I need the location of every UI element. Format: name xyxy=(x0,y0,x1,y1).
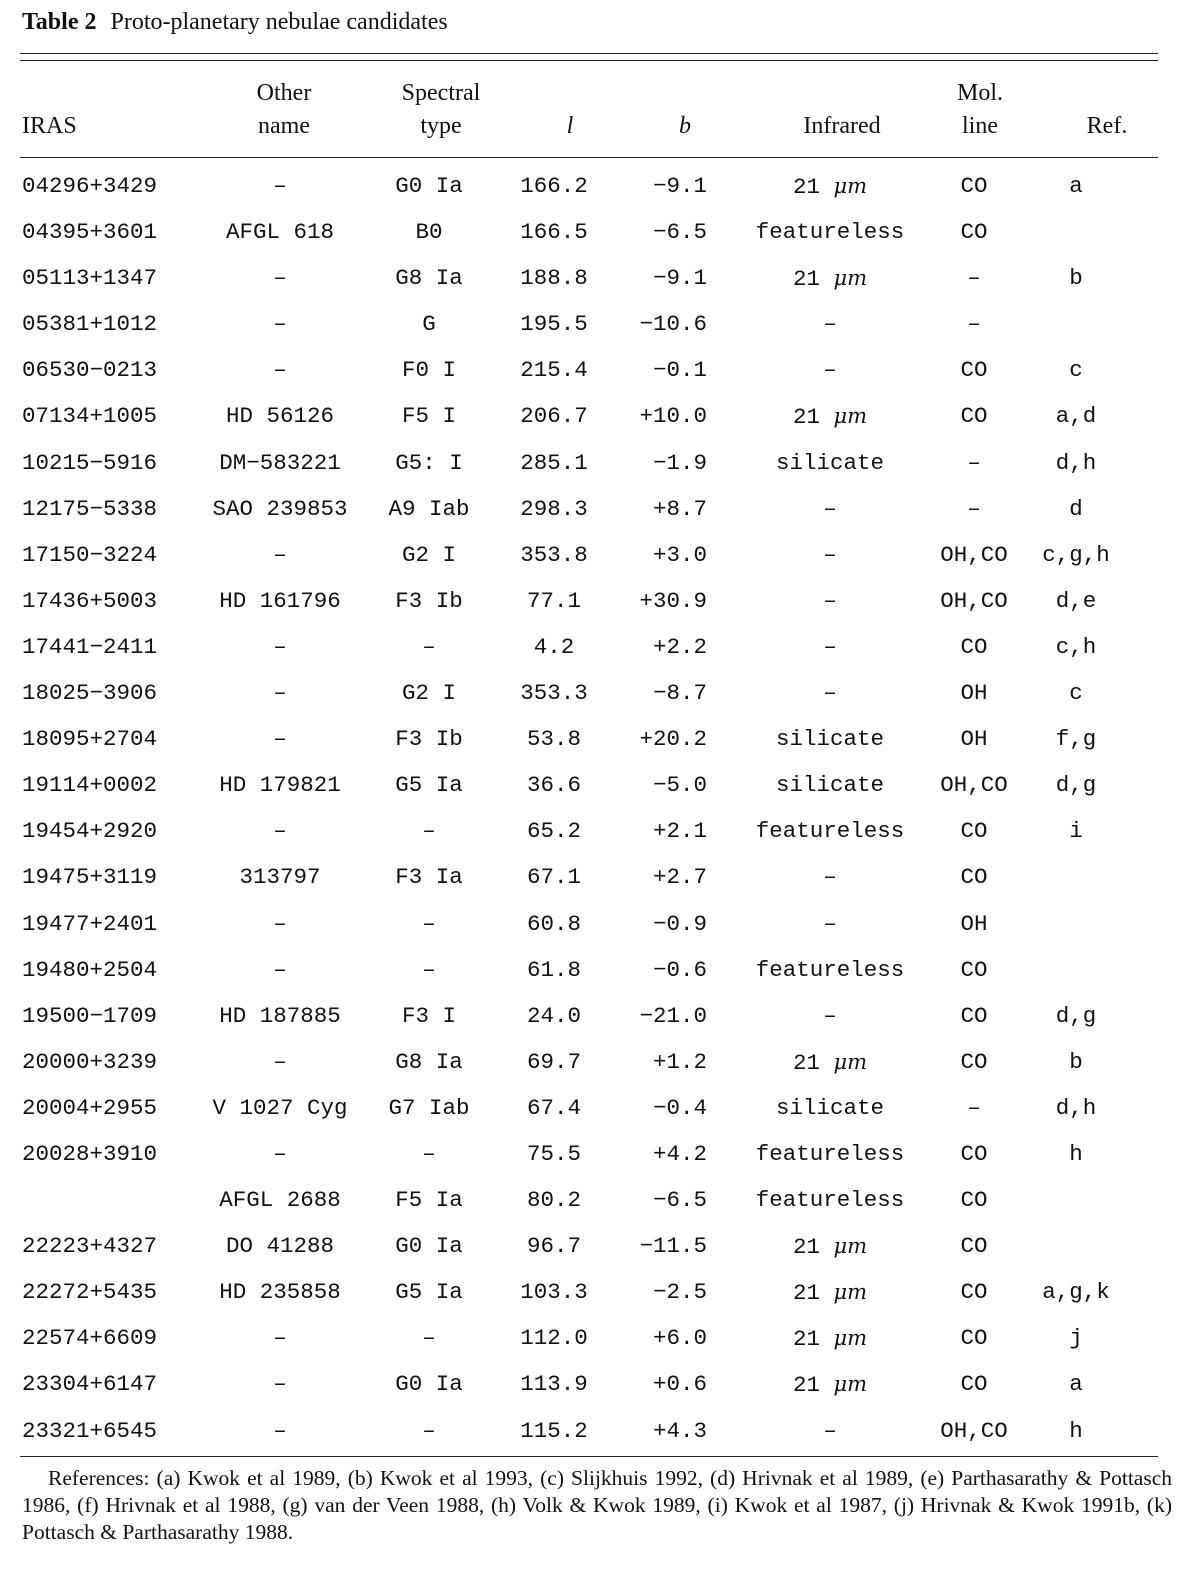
b-cell: −5.0 xyxy=(652,772,707,799)
iras-cell: 20000+3239 xyxy=(22,1048,158,1075)
other-name-cell: – xyxy=(273,956,287,983)
other-name-cell: HD 235858 xyxy=(219,1279,341,1306)
l-cell: 112.0 xyxy=(520,1325,588,1352)
table-row xyxy=(0,993,1200,1039)
ref-cell: d,h xyxy=(1055,449,1097,476)
mol-line-cell: OH xyxy=(960,910,988,937)
l-cell: 188.8 xyxy=(520,265,588,292)
iras-cell: 19454+2920 xyxy=(22,818,158,845)
ref-cell: d,g xyxy=(1055,772,1097,799)
iras-cell: 20004+2955 xyxy=(22,1094,158,1121)
l-cell: 298.3 xyxy=(520,495,588,522)
infrared-cell: 21 μm xyxy=(792,1234,868,1261)
table-body xyxy=(0,163,1200,1454)
b-cell: +2.2 xyxy=(652,633,707,660)
b-cell: +0.6 xyxy=(652,1371,707,1398)
other-name-cell: HD 179821 xyxy=(219,772,341,799)
spectral-type-cell: – xyxy=(422,1140,436,1167)
iras-cell: 10215−5916 xyxy=(22,449,158,476)
mol-line-cell: CO xyxy=(960,1187,988,1214)
table-row xyxy=(0,1039,1200,1085)
infrared-cell: – xyxy=(823,1002,837,1029)
ref-cell: f,g xyxy=(1055,726,1097,753)
l-cell: 69.7 xyxy=(526,1048,582,1075)
b-cell: +4.3 xyxy=(652,1417,707,1444)
iras-cell: 19480+2504 xyxy=(22,956,158,983)
iras-cell: 19477+2401 xyxy=(22,910,158,937)
other-name-cell: – xyxy=(273,680,287,707)
infrared-cell: – xyxy=(823,864,837,891)
spectral-type-cell: F5 I xyxy=(401,403,457,430)
b-cell: −11.5 xyxy=(639,1233,707,1260)
table-row xyxy=(0,1177,1200,1223)
mol-line-cell: CO xyxy=(960,357,988,384)
table-label: Table 2 xyxy=(22,9,97,35)
mol-line-cell: CO xyxy=(960,956,988,983)
table-row xyxy=(0,808,1200,854)
table-row xyxy=(0,716,1200,762)
b-cell: −6.5 xyxy=(652,1187,707,1214)
spectral-type-cell: F3 Ia xyxy=(395,864,463,891)
infrared-cell: 21 μm xyxy=(792,174,868,200)
infrared-cell: silicate xyxy=(775,1094,885,1121)
header-iras: IRAS xyxy=(22,113,77,139)
ref-cell: j xyxy=(1069,1325,1083,1352)
b-cell: +30.9 xyxy=(639,587,707,614)
iras-cell: 17441−2411 xyxy=(22,633,158,660)
b-cell: +3.0 xyxy=(652,541,707,568)
mol-line-cell: – xyxy=(967,265,981,292)
l-cell: 67.1 xyxy=(526,864,582,891)
spectral-type-cell: F0 I xyxy=(401,357,457,384)
ref-cell: b xyxy=(1069,265,1083,292)
mol-line-cell: CO xyxy=(960,1371,988,1398)
top-rule-second xyxy=(20,60,1158,61)
mol-line-cell: OH xyxy=(960,680,988,707)
table-title: Proto-planetary nebulae candidates xyxy=(110,9,448,35)
mol-line-cell: CO xyxy=(960,1279,988,1306)
other-name-cell: AFGL 618 xyxy=(225,219,335,246)
bottom-rule xyxy=(20,1456,1158,1457)
b-cell: +1.2 xyxy=(652,1048,707,1075)
l-cell: 75.5 xyxy=(526,1140,582,1167)
table-row xyxy=(0,1315,1200,1361)
spectral-type-cell: F3 Ib xyxy=(395,726,463,753)
mol-line-cell: OH,CO xyxy=(940,587,1008,614)
l-cell: 67.4 xyxy=(526,1094,582,1121)
ref-cell: a,d xyxy=(1055,403,1097,430)
spectral-type-cell: – xyxy=(422,1417,436,1444)
other-name-cell: – xyxy=(273,1371,287,1398)
b-cell: −6.5 xyxy=(652,219,707,246)
infrared-cell: – xyxy=(823,587,837,614)
mol-line-cell: OH,CO xyxy=(940,1417,1008,1444)
iras-cell: 22223+4327 xyxy=(22,1233,158,1260)
mol-line-cell: CO xyxy=(960,173,988,199)
mol-line-cell: CO xyxy=(960,1325,988,1352)
infrared-cell: – xyxy=(823,495,837,522)
ref-cell: i xyxy=(1069,818,1083,845)
l-cell: 195.5 xyxy=(520,311,588,338)
l-cell: 353.3 xyxy=(520,680,588,707)
l-cell: 24.0 xyxy=(526,1002,582,1029)
table-row xyxy=(0,1223,1200,1269)
other-name-cell: HD 56126 xyxy=(225,403,335,430)
l-cell: 65.2 xyxy=(526,818,582,845)
ref-cell: d xyxy=(1069,495,1083,522)
table-row xyxy=(0,532,1200,578)
mol-line-cell: – xyxy=(967,449,981,476)
mol-line-cell: CO xyxy=(960,1140,988,1167)
other-name-cell: – xyxy=(273,1325,287,1352)
l-cell: 353.8 xyxy=(520,541,588,568)
spectral-type-cell: G5 Ia xyxy=(395,772,463,799)
spectral-type-cell: B0 xyxy=(415,219,443,246)
mol-line-cell: CO xyxy=(960,219,988,246)
table-row xyxy=(0,947,1200,993)
mol-line-cell: CO xyxy=(960,1002,988,1029)
b-cell: −9.1 xyxy=(652,173,707,199)
ref-cell: d,g xyxy=(1055,1002,1097,1029)
infrared-cell: featureless xyxy=(755,1140,905,1167)
spectral-type-cell: F3 Ib xyxy=(395,587,463,614)
iras-cell: 05381+1012 xyxy=(22,311,158,338)
other-name-cell: – xyxy=(273,173,287,199)
spectral-type-cell: G2 I xyxy=(401,541,457,568)
l-cell: 115.2 xyxy=(520,1417,588,1444)
iras-cell: 19475+3119 xyxy=(22,864,158,891)
b-cell: −8.7 xyxy=(652,680,707,707)
table-row xyxy=(0,1269,1200,1315)
l-cell: 285.1 xyxy=(520,449,588,476)
table-row xyxy=(0,440,1200,486)
l-cell: 4.2 xyxy=(533,633,575,660)
iras-cell: 04296+3429 xyxy=(22,173,158,199)
iras-cell: 23304+6147 xyxy=(22,1371,158,1398)
b-cell: −0.4 xyxy=(652,1094,707,1121)
infrared-cell: – xyxy=(823,311,837,338)
l-cell: 77.1 xyxy=(526,587,582,614)
infrared-cell: 21 μm xyxy=(792,1280,868,1307)
b-cell: +2.7 xyxy=(652,864,707,891)
infrared-cell: featureless xyxy=(755,219,905,246)
table-row xyxy=(0,1085,1200,1131)
other-name-cell: 313797 xyxy=(239,864,321,891)
spectral-type-cell: – xyxy=(422,818,436,845)
infrared-cell: 21 μm xyxy=(792,266,868,293)
infrared-cell: – xyxy=(823,357,837,384)
other-name-cell: DM−583221 xyxy=(219,449,341,476)
infrared-cell: silicate xyxy=(775,726,885,753)
top-rule xyxy=(20,53,1158,54)
b-cell: +6.0 xyxy=(652,1325,707,1352)
other-name-cell: V 1027 Cyg xyxy=(212,1094,348,1121)
ref-cell: d,h xyxy=(1055,1094,1097,1121)
iras-cell: 12175−5338 xyxy=(22,495,158,522)
iras-cell: 07134+1005 xyxy=(22,403,158,430)
other-name-cell: – xyxy=(273,910,287,937)
spectral-type-cell: G0 Ia xyxy=(395,1371,463,1398)
ref-cell: a xyxy=(1069,173,1083,199)
spectral-type-cell: – xyxy=(422,1325,436,1352)
l-cell: 166.2 xyxy=(520,173,588,199)
table-row xyxy=(0,670,1200,716)
mol-line-cell: OH,CO xyxy=(940,541,1008,568)
iras-cell: 19500−1709 xyxy=(22,1002,158,1029)
iras-cell: 19114+0002 xyxy=(22,772,158,799)
iras-cell: 17150−3224 xyxy=(22,541,158,568)
ref-cell: d,e xyxy=(1055,587,1097,614)
other-name-cell: – xyxy=(273,726,287,753)
table-row xyxy=(0,393,1200,439)
spectral-type-cell: G xyxy=(422,311,436,338)
ref-cell: c,g,h xyxy=(1042,541,1110,568)
table-row xyxy=(0,1131,1200,1177)
table-caption xyxy=(22,6,448,38)
spectral-type-cell: G5 Ia xyxy=(395,1279,463,1306)
table-row xyxy=(0,486,1200,532)
b-cell: −0.9 xyxy=(652,910,707,937)
mol-line-cell: CO xyxy=(960,1233,988,1260)
header-l: l xyxy=(566,113,574,139)
other-name-cell: – xyxy=(273,1140,287,1167)
b-cell: −10.6 xyxy=(639,311,707,338)
b-cell: −21.0 xyxy=(639,1002,707,1029)
ref-cell: h xyxy=(1069,1417,1083,1444)
other-name-cell: DO 41288 xyxy=(225,1233,335,1260)
mol-line-cell: CO xyxy=(960,633,988,660)
l-cell: 166.5 xyxy=(520,219,588,246)
other-name-cell: HD 161796 xyxy=(219,587,341,614)
iras-cell: 23321+6545 xyxy=(22,1417,158,1444)
header-mol-line: Mol. line xyxy=(956,80,1003,139)
table-row xyxy=(0,347,1200,393)
b-cell: −1.9 xyxy=(652,449,707,476)
spectral-type-cell: G2 I xyxy=(401,680,457,707)
header-infrared: Infrared xyxy=(803,113,881,139)
iras-cell: 17436+5003 xyxy=(22,587,158,614)
b-cell: −0.6 xyxy=(652,956,707,983)
other-name-cell: – xyxy=(273,818,287,845)
spectral-type-cell: G0 Ia xyxy=(395,1233,463,1260)
header-other-name: Other name xyxy=(256,80,312,139)
mol-line-cell: CO xyxy=(960,403,988,430)
infrared-cell: 21 μm xyxy=(792,1049,868,1076)
other-name-cell: – xyxy=(273,265,287,292)
other-name-cell: SAO 239853 xyxy=(212,495,348,522)
ref-cell: b xyxy=(1069,1048,1083,1075)
iras-cell: 20028+3910 xyxy=(22,1140,158,1167)
references-text: References: (a) Kwok et al 1989, (b) Kwok et al 1993, (c) Slijkhuis 1992, (d) Hrivnak et al 1989, (e) Parthasarathy & Pottasch 1986, (f) Hrivnak et al 1988, (g) van der Veen 1988, (h) Volk & Kwok 1989, (i) Kwok et al 1987, (j) Hrivnak & Kwok 1991b, (k) Pottasch & Parthasarathy 1988. xyxy=(22,1466,1172,1544)
ref-cell: a xyxy=(1069,1371,1083,1398)
l-cell: 80.2 xyxy=(526,1187,582,1214)
infrared-cell: silicate xyxy=(775,449,885,476)
other-name-cell: – xyxy=(273,633,287,660)
spectral-type-cell: A9 Iab xyxy=(388,495,470,522)
iras-cell: 04395+3601 xyxy=(22,219,158,246)
other-name-cell: – xyxy=(273,1417,287,1444)
infrared-cell: 21 μm xyxy=(792,1326,868,1353)
ref-cell: c,h xyxy=(1055,633,1097,660)
spectral-type-cell: – xyxy=(422,633,436,660)
table-row xyxy=(0,255,1200,301)
l-cell: 61.8 xyxy=(526,956,582,983)
mol-line-cell: CO xyxy=(960,1048,988,1075)
ref-cell: c xyxy=(1069,680,1083,707)
infrared-cell: – xyxy=(823,1417,837,1444)
infrared-cell: featureless xyxy=(755,1187,905,1214)
b-cell: −9.1 xyxy=(652,265,707,292)
other-name-cell: HD 187885 xyxy=(219,1002,341,1029)
l-cell: 206.7 xyxy=(520,403,588,430)
table-row xyxy=(0,1361,1200,1407)
b-cell: −2.5 xyxy=(652,1279,707,1306)
l-cell: 215.4 xyxy=(520,357,588,384)
l-cell: 53.8 xyxy=(526,726,582,753)
iras-cell: 18095+2704 xyxy=(22,726,158,753)
b-cell: +20.2 xyxy=(639,726,707,753)
b-cell: +8.7 xyxy=(652,495,707,522)
ref-cell: h xyxy=(1069,1140,1083,1167)
infrared-cell: – xyxy=(823,910,837,937)
infrared-cell: featureless xyxy=(755,818,905,845)
spectral-type-cell: G7 Iab xyxy=(388,1094,470,1121)
mol-line-cell: CO xyxy=(960,818,988,845)
other-name-cell: – xyxy=(273,1048,287,1075)
other-name-cell: – xyxy=(273,357,287,384)
infrared-cell: – xyxy=(823,680,837,707)
spectral-type-cell: G0 Ia xyxy=(395,173,463,199)
other-name-cell: – xyxy=(273,541,287,568)
mol-line-cell: – xyxy=(967,1094,981,1121)
infrared-cell: 21 μm xyxy=(792,404,868,431)
other-name-cell: – xyxy=(273,311,287,338)
mol-line-cell: OH xyxy=(960,726,988,753)
infrared-cell: silicate xyxy=(775,772,885,799)
table-row xyxy=(0,301,1200,347)
spectral-type-cell: – xyxy=(422,910,436,937)
header-b: b xyxy=(679,113,691,139)
infrared-cell: 21 μm xyxy=(792,1372,868,1399)
infrared-cell: – xyxy=(823,541,837,568)
l-cell: 113.9 xyxy=(520,1371,588,1398)
l-cell: 96.7 xyxy=(526,1233,582,1260)
b-cell: −0.1 xyxy=(652,357,707,384)
references-note xyxy=(22,1465,1172,1546)
header-ref: Ref. xyxy=(1086,113,1128,139)
infrared-cell: – xyxy=(823,633,837,660)
table-row xyxy=(0,624,1200,670)
b-cell: +2.1 xyxy=(652,818,707,845)
mol-line-cell: – xyxy=(967,311,981,338)
spectral-type-cell: – xyxy=(422,956,436,983)
b-cell: +4.2 xyxy=(652,1140,707,1167)
l-cell: 103.3 xyxy=(520,1279,588,1306)
ref-cell: a,g,k xyxy=(1042,1279,1110,1306)
mol-line-cell: CO xyxy=(960,864,988,891)
iras-cell: 05113+1347 xyxy=(22,265,158,292)
other-name-cell: AFGL 2688 xyxy=(219,1187,341,1214)
iras-cell: 06530−0213 xyxy=(22,357,158,384)
table-row xyxy=(0,163,1200,209)
spectral-type-cell: G8 Ia xyxy=(395,1048,463,1075)
spectral-type-cell: F3 I xyxy=(401,1002,457,1029)
header-spectral-type: Spectral type xyxy=(401,80,481,139)
table-row xyxy=(0,578,1200,624)
iras-cell: 22272+5435 xyxy=(22,1279,158,1306)
mol-line-cell: – xyxy=(967,495,981,522)
header-rule xyxy=(20,157,1158,158)
table-row xyxy=(0,209,1200,255)
l-cell: 36.6 xyxy=(526,772,582,799)
ref-cell: c xyxy=(1069,357,1083,384)
l-cell: 60.8 xyxy=(526,910,582,937)
b-cell: +10.0 xyxy=(639,403,707,430)
spectral-type-cell: G5: I xyxy=(395,449,463,476)
iras-cell: 18025−3906 xyxy=(22,680,158,707)
spectral-type-cell: G8 Ia xyxy=(395,265,463,292)
infrared-cell: featureless xyxy=(755,956,905,983)
iras-cell: 22574+6609 xyxy=(22,1325,158,1352)
spectral-type-cell: F5 Ia xyxy=(395,1187,463,1214)
table-row xyxy=(0,762,1200,808)
table-row xyxy=(0,854,1200,900)
table-row xyxy=(0,1408,1200,1454)
mol-line-cell: OH,CO xyxy=(940,772,1008,799)
table-row xyxy=(0,901,1200,947)
